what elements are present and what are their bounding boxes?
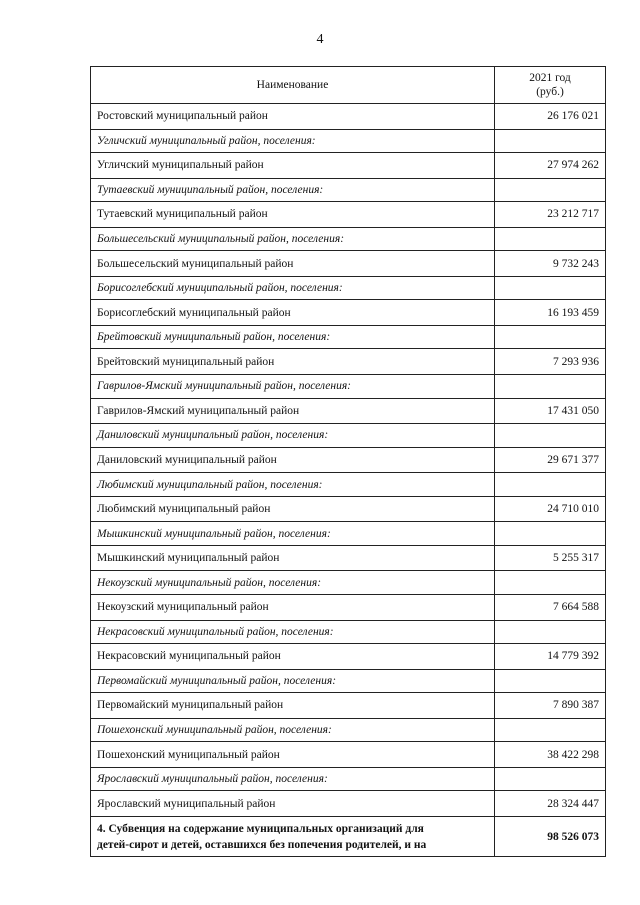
row-name: Гаврилов-Ямский муниципальный район xyxy=(91,398,495,424)
table-row xyxy=(91,791,606,817)
row-value: 38 422 298 xyxy=(495,742,606,768)
header-value-unit: (руб.) xyxy=(536,86,564,98)
row-value: 16 193 459 xyxy=(495,300,606,326)
table-row xyxy=(91,496,606,522)
row-value xyxy=(495,325,606,349)
total-value: 98 526 073 xyxy=(495,816,606,856)
row-value: 24 710 010 xyxy=(495,496,606,522)
row-name: Брейтовский муниципальный район xyxy=(91,349,495,375)
row-value: 7 664 588 xyxy=(495,594,606,620)
total-name-line1: 4. Субвенция на содержание муниципальных организаций для xyxy=(97,822,424,835)
table-row xyxy=(91,276,606,300)
row-value xyxy=(495,424,606,448)
row-name: Любимский муниципальный район xyxy=(91,496,495,522)
table-row xyxy=(91,300,606,326)
row-name: Пошехонский муниципальный район xyxy=(91,742,495,768)
row-value xyxy=(495,227,606,251)
table-row xyxy=(91,594,606,620)
table-row xyxy=(91,202,606,228)
table-row xyxy=(91,447,606,473)
total-row xyxy=(91,816,606,856)
row-name: Некрасовский муниципальный район xyxy=(91,644,495,670)
row-name: Даниловский муниципальный район xyxy=(91,447,495,473)
table-row xyxy=(91,693,606,719)
row-name: Угличский муниципальный район xyxy=(91,153,495,179)
table-row xyxy=(91,620,606,644)
row-value: 5 255 317 xyxy=(495,545,606,571)
row-value: 14 779 392 xyxy=(495,644,606,670)
table-row xyxy=(91,669,606,693)
row-value xyxy=(495,718,606,742)
row-name: Брейтовский муниципальный район, поселения: xyxy=(91,325,495,349)
row-name: Тутаевский муниципальный район xyxy=(91,202,495,228)
row-name: Угличский муниципальный район, поселения: xyxy=(91,129,495,153)
row-value: 27 974 262 xyxy=(495,153,606,179)
row-value xyxy=(495,178,606,202)
row-value xyxy=(495,375,606,399)
row-name: Некрасовский муниципальный район, поселения: xyxy=(91,620,495,644)
table-row xyxy=(91,325,606,349)
table-body xyxy=(91,104,606,817)
table-row xyxy=(91,742,606,768)
table-row xyxy=(91,153,606,179)
budget-table xyxy=(90,66,606,857)
row-name: Любимский муниципальный район, поселения: xyxy=(91,473,495,497)
row-name: Даниловский муниципальный район, поселения: xyxy=(91,424,495,448)
table-row xyxy=(91,545,606,571)
total-name-line2: детей-сирот и детей, оставшихся без попечения родителей, и на xyxy=(97,838,427,851)
row-name: Ярославский муниципальный район xyxy=(91,791,495,817)
table-row xyxy=(91,349,606,375)
table-row xyxy=(91,767,606,791)
row-name: Большесельский муниципальный район, поселения: xyxy=(91,227,495,251)
table-row xyxy=(91,718,606,742)
table-row xyxy=(91,473,606,497)
row-name: Борисоглебский муниципальный район xyxy=(91,300,495,326)
row-value xyxy=(495,620,606,644)
row-value: 28 324 447 xyxy=(495,791,606,817)
row-name: Ярославский муниципальный район, поселения: xyxy=(91,767,495,791)
row-value xyxy=(495,767,606,791)
row-value: 9 732 243 xyxy=(495,251,606,277)
row-value: 23 212 717 xyxy=(495,202,606,228)
row-value xyxy=(495,129,606,153)
table-row xyxy=(91,375,606,399)
table-row xyxy=(91,424,606,448)
table-row xyxy=(91,251,606,277)
row-name: Гаврилов-Ямский муниципальный район, поселения: xyxy=(91,375,495,399)
table-row xyxy=(91,129,606,153)
row-value xyxy=(495,276,606,300)
table-row xyxy=(91,644,606,670)
table-header-row xyxy=(91,67,606,104)
row-value: 7 890 387 xyxy=(495,693,606,719)
table-row xyxy=(91,104,606,130)
row-value: 29 671 377 xyxy=(495,447,606,473)
row-value: 17 431 050 xyxy=(495,398,606,424)
table-row xyxy=(91,571,606,595)
row-name: Мышкинский муниципальный район, поселения: xyxy=(91,522,495,546)
table-row xyxy=(91,522,606,546)
row-name: Первомайский муниципальный район, поселения: xyxy=(91,669,495,693)
row-name: Некоузский муниципальный район, поселения: xyxy=(91,571,495,595)
row-value xyxy=(495,473,606,497)
row-value: 7 293 936 xyxy=(495,349,606,375)
header-value xyxy=(495,67,606,104)
header-value-year: 2021 год xyxy=(529,72,571,84)
table-row xyxy=(91,227,606,251)
row-value xyxy=(495,669,606,693)
table-row xyxy=(91,398,606,424)
row-name: Большесельский муниципальный район xyxy=(91,251,495,277)
page-number: 4 xyxy=(316,32,324,47)
row-name: Тутаевский муниципальный район, поселения: xyxy=(91,178,495,202)
row-name: Ростовский муниципальный район xyxy=(91,104,495,130)
total-name xyxy=(91,816,495,856)
row-name: Некоузский муниципальный район xyxy=(91,594,495,620)
row-name: Пошехонский муниципальный район, поселения: xyxy=(91,718,495,742)
header-name: Наименование xyxy=(91,67,495,104)
row-value xyxy=(495,522,606,546)
row-name: Первомайский муниципальный район xyxy=(91,693,495,719)
row-name: Борисоглебский муниципальный район, поселения: xyxy=(91,276,495,300)
table-row xyxy=(91,178,606,202)
row-value: 26 176 021 xyxy=(495,104,606,130)
row-name: Мышкинский муниципальный район xyxy=(91,545,495,571)
row-value xyxy=(495,571,606,595)
